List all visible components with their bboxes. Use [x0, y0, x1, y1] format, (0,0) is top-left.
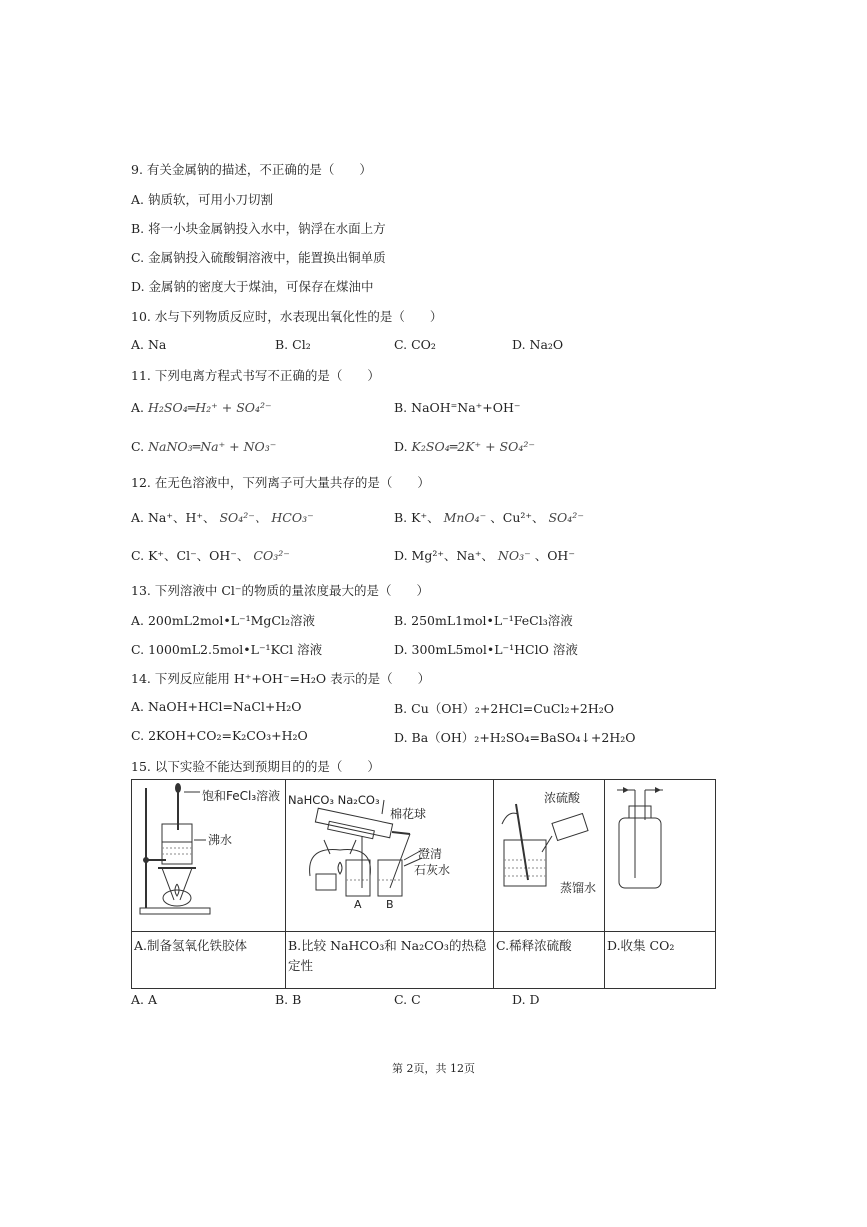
q12-option-a: [131, 508, 314, 526]
experiment-table: [131, 779, 716, 989]
q11-option-d-label: D.: [394, 439, 408, 454]
q15-option-c: C. C: [394, 992, 421, 1007]
figure-c-label-acid: 浓硫酸: [544, 791, 581, 805]
q13-stem: 13. 下列溶液中 Cl⁻的物质的量浓度最大的是（ ）: [131, 583, 429, 598]
q11-option-a-equation: H₂SO₄═H₂⁺ + SO₄²⁻: [148, 400, 272, 415]
q12-option-d: [394, 546, 575, 564]
q11-option-b: B. NaOH⁼Na⁺+OH⁻: [394, 400, 521, 415]
q15-option-d: D. D: [512, 992, 540, 1007]
q15-stem: 15. 以下实验不能达到预期目的的是（ ）: [131, 759, 380, 774]
q10-option-b: B. Cl₂: [275, 337, 311, 352]
figure-b-label-cotton: 棉花球: [390, 807, 427, 821]
q12-option-c-ion: CO₃²⁻: [253, 548, 290, 563]
q11-option-a: [131, 400, 272, 415]
q9-option-d: D. 金属钠的密度大于煤油，可保存在煤油中: [131, 279, 374, 294]
q12-option-a-ions: SO₄²⁻、 HCO₃⁻: [219, 510, 314, 525]
figure-d-apparatus: [605, 780, 715, 928]
caption-c: C.稀释浓硫酸: [494, 932, 605, 989]
q11-stem: 11. 下列电离方程式书写不正确的是（ ）: [131, 368, 380, 383]
q14-option-c: C. 2KOH+CO₂=K₂CO₃+H₂O: [131, 728, 308, 743]
q11-option-d-equation: K₂SO₄═2K⁺ + SO₄²⁻: [411, 439, 535, 454]
q14-option-a: A. NaOH+HCl=NaCl+H₂O: [131, 699, 302, 714]
q15-option-a: A. A: [131, 992, 158, 1007]
q14-stem: 14. 下列反应能用 H⁺+OH⁻=H₂O 表示的是（ ）: [131, 671, 431, 686]
q10-option-c: C. CO₂: [394, 337, 436, 352]
figure-b-label-reagents: NaHCO₃ Na₂CO₃: [288, 793, 380, 807]
figure-b-label-b: B: [386, 898, 394, 911]
figure-c-cell: [494, 780, 605, 932]
q12-option-c: [131, 546, 290, 564]
q12-stem: 12. 在无色溶液中，下列离子可大量共存的是（ ）: [131, 475, 430, 490]
q11-option-c-label: C.: [131, 439, 145, 454]
figure-a-label-fecl3: 饱和FeCl₃溶液: [202, 789, 281, 803]
q14-option-b: B. Cu（OH）₂+2HCl=CuCl₂+2H₂O: [394, 701, 615, 716]
page-footer: 第 2页，共 12页: [392, 1062, 475, 1075]
figure-c-apparatus: [494, 780, 604, 928]
q12-option-b-mid: 、Cu²⁺、: [490, 510, 545, 525]
q9-stem: 9. 有关金属钠的描述，不正确的是（ ）: [131, 162, 372, 177]
q9-option-c: C. 金属钠投入硫酸铜溶液中，能置换出铜单质: [131, 250, 386, 265]
figure-d-cell: [605, 780, 716, 932]
q10-option-a: A. Na: [131, 337, 167, 352]
q10-option-d: D. Na₂O: [512, 337, 564, 352]
q11-option-a-label: A.: [131, 400, 145, 415]
q13-option-b: B. 250mL1mol•L⁻¹FeCl₃溶液: [394, 613, 573, 628]
q9-option-a: A. 钠质软，可用小刀切割: [131, 192, 273, 207]
figure-b-label-clear: 澄清: [418, 847, 443, 861]
q11-option-c-equation: NaNO₃═Na⁺ + NO₃⁻: [148, 439, 277, 454]
figure-b-label-limewater: 石灰水: [414, 863, 451, 877]
q13-option-a: A. 200mL2mol•L⁻¹MgCl₂溶液: [131, 613, 315, 628]
q13-option-d: D. 300mL5mol•L⁻¹HClO 溶液: [394, 642, 578, 657]
caption-a: A.制备氢氧化铁胶体: [132, 932, 286, 989]
q12-option-d-text: D. Mg²⁺、Na⁺、: [394, 548, 494, 563]
figure-b-cell: [286, 780, 494, 932]
caption-b: B.比较 NaHCO₃和 Na₂CO₃的热稳定性: [286, 932, 494, 989]
figure-b-apparatus: [286, 780, 493, 928]
figure-a-apparatus: [132, 780, 285, 928]
q13-option-c: C. 1000mL2.5mol•L⁻¹KCl 溶液: [131, 642, 323, 657]
q11-option-d: [394, 439, 535, 454]
q14-option-d: D. Ba（OH）₂+H₂SO₄=BaSO₄↓+2H₂O: [394, 730, 636, 745]
q15-option-b: B. B: [275, 992, 302, 1007]
caption-d: D.收集 CO₂: [605, 932, 716, 989]
figure-a-cell: [132, 780, 286, 932]
q11-option-c: [131, 439, 276, 454]
q9-option-b: B. 将一小块金属钠投入水中，钠浮在水面上方: [131, 221, 386, 236]
q12-option-a-text: A. Na⁺、H⁺、: [131, 510, 216, 525]
figure-c-label-water: 蒸馏水: [560, 881, 597, 895]
q12-option-b: [394, 508, 584, 526]
q12-option-c-text: C. K⁺、Cl⁻、OH⁻、: [131, 548, 250, 563]
q10-stem: 10. 水与下列物质反应时，水表现出氧化性的是（ ）: [131, 309, 443, 324]
q12-option-b-ion2: SO₄²⁻: [548, 510, 584, 525]
q12-option-d-ion: NO₃⁻: [497, 548, 531, 563]
q12-option-b-ion1: MnO₄⁻: [443, 510, 487, 525]
figure-b-label-a: A: [354, 898, 362, 911]
figure-a-label-water: 沸水: [208, 833, 233, 847]
q12-option-d-post: 、OH⁻: [534, 548, 575, 563]
q12-option-b-text: B. K⁺、: [394, 510, 440, 525]
